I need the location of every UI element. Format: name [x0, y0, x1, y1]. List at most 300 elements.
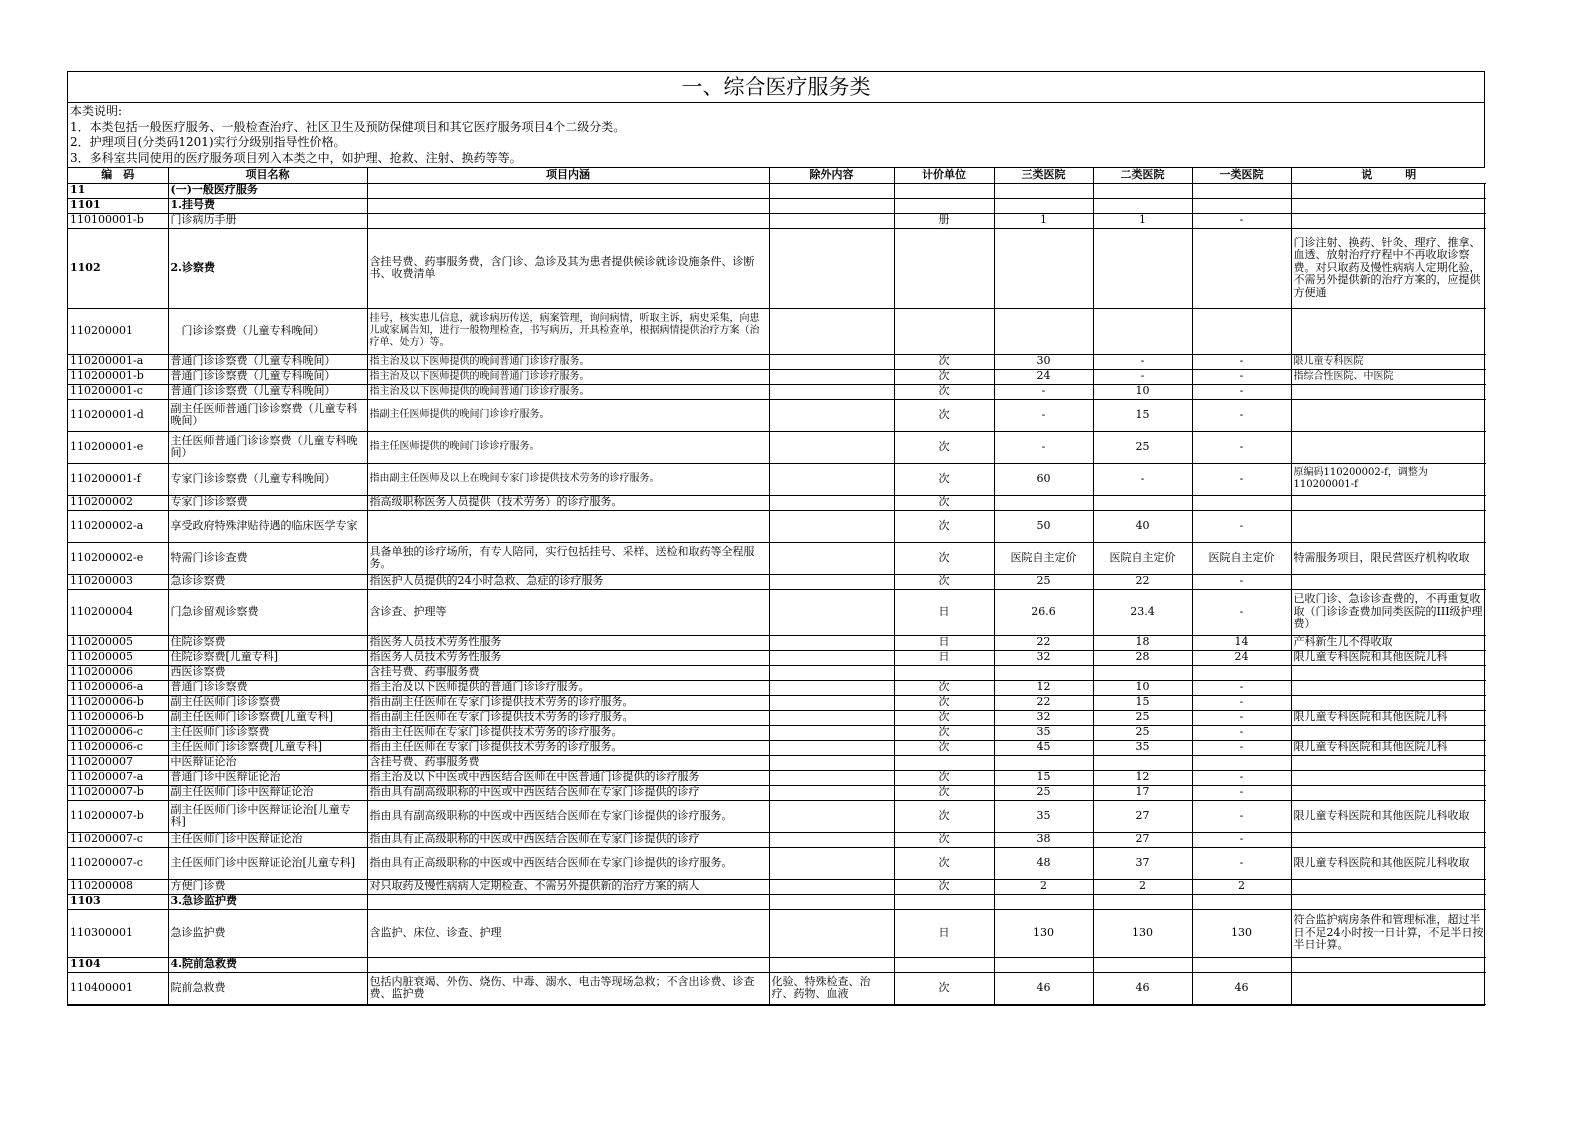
cell-unit: 次: [894, 695, 994, 710]
cell-price-class3: 24: [994, 369, 1093, 384]
cell-unit: 次: [894, 463, 994, 495]
cell-price-class2: 25: [1093, 710, 1192, 725]
cell-code: 110200007: [68, 755, 168, 770]
cell-price-class2: [1093, 495, 1192, 510]
table-row: [68, 542, 1486, 574]
cell-unit: 次: [894, 710, 994, 725]
cell-code: 1104: [68, 957, 168, 972]
cell-excluded: [769, 198, 894, 213]
table-row: [68, 574, 1486, 589]
cell-code: 110300001: [68, 909, 168, 957]
cell-price-class2: -: [1093, 463, 1192, 495]
cell-unit: 次: [894, 972, 994, 1004]
cell-price-class2: 23.4: [1093, 589, 1192, 635]
cell-excluded: [769, 308, 894, 354]
cell-excluded: [769, 665, 894, 680]
cell-price-class1: [1192, 755, 1291, 770]
price-sheet: [67, 71, 1485, 1006]
cell-price-class1: -: [1192, 369, 1291, 384]
cell-price-class3: -: [994, 431, 1093, 463]
cell-code: 110200002-a: [68, 510, 168, 542]
cell-note: [1291, 879, 1486, 894]
cell-item-name: 副主任医师普通门诊诊察费（儿童专科晚间）: [168, 399, 367, 431]
table-row: [68, 650, 1486, 665]
cell-item-content: 含挂号费、药事服务费: [367, 665, 769, 680]
table-row: [68, 589, 1486, 635]
cell-price-class2: 37: [1093, 847, 1192, 879]
cell-code: 110200001-e: [68, 431, 168, 463]
table-row: [68, 957, 1486, 972]
note-line: 3．多科室共同使用的医疗服务项目列入本类之中，如护理、抢救、注射、换药等等。: [70, 150, 522, 165]
cell-price-class1: -: [1192, 680, 1291, 695]
cell-item-name: 急诊诊察费: [168, 574, 367, 589]
cell-item-content: 具备单独的诊疗场所，有专人陪同，实行包括挂号、采样、送检和取药等全程服务。: [367, 542, 769, 574]
cell-excluded: [769, 785, 894, 800]
cell-price-class1: [1192, 495, 1291, 510]
cell-price-class3: 50: [994, 510, 1093, 542]
cell-excluded: [769, 650, 894, 665]
cell-note: [1291, 574, 1486, 589]
cell-price-class3: 26.6: [994, 589, 1093, 635]
cell-item-name: 门急诊留观诊察费: [168, 589, 367, 635]
table-row: [68, 431, 1486, 463]
cell-code: 110200007-c: [68, 847, 168, 879]
cell-price-class3: 12: [994, 680, 1093, 695]
cell-unit: 次: [894, 574, 994, 589]
cell-item-content: 指由副主任医师在专家门诊提供技术劳务的诊疗服务。: [367, 710, 769, 725]
cell-price-class3: [994, 495, 1093, 510]
cell-note: [1291, 399, 1486, 431]
category-notes: [68, 103, 1484, 168]
cell-unit: 次: [894, 785, 994, 800]
cell-item-content: 含挂号费、药事服务费，含门诊、急诊及其为患者提供候诊就诊设施条件、诊断书、收费清单: [367, 228, 769, 308]
cell-price-class2: 1: [1093, 213, 1192, 228]
cell-code: 110200001-c: [68, 384, 168, 399]
cell-unit: 次: [894, 680, 994, 695]
col-header-excluded: 除外内容: [769, 168, 894, 183]
cell-note: [1291, 198, 1486, 213]
cell-excluded: [769, 354, 894, 369]
cell-code: 110200008: [68, 879, 168, 894]
cell-note: [1291, 695, 1486, 710]
table-body: [68, 183, 1486, 1004]
table-row: [68, 308, 1486, 354]
cell-price-class2: [1093, 755, 1192, 770]
table-row: [68, 785, 1486, 800]
cell-price-class2: 12: [1093, 770, 1192, 785]
cell-code: 110200006-c: [68, 740, 168, 755]
cell-unit: [894, 665, 994, 680]
cell-price-class2: 25: [1093, 431, 1192, 463]
cell-item-name: 主任医师门诊诊察费[儿童专科]: [168, 740, 367, 755]
table-row: [68, 635, 1486, 650]
cell-code: 110200007-c: [68, 832, 168, 847]
table-row: [68, 879, 1486, 894]
cell-price-class1: -: [1192, 785, 1291, 800]
note-line: 2．护理项目(分类码1201)实行分级别指导性价格。: [70, 135, 346, 149]
cell-code: 11: [68, 183, 168, 198]
cell-price-class2: [1093, 665, 1192, 680]
cell-unit: 日: [894, 589, 994, 635]
cell-code: 110100001-b: [68, 213, 168, 228]
cell-price-class3: 1: [994, 213, 1093, 228]
cell-unit: [894, 228, 994, 308]
cell-price-class1: [1192, 894, 1291, 909]
cell-item-content: 含挂号费、药事服务费: [367, 755, 769, 770]
cell-item-content: [367, 957, 769, 972]
cell-excluded: [769, 832, 894, 847]
cell-item-content: 指主任医师提供的晚间门诊诊疗服务。: [367, 431, 769, 463]
cell-item-content: 指由副主任医师及以上在晚间专家门诊提供技术劳务的诊疗服务。: [367, 463, 769, 495]
cell-item-content: 指主治及以下中医或中西医结合医师在中医普通门诊提供的诊疗服务: [367, 770, 769, 785]
cell-price-class3: -: [994, 399, 1093, 431]
cell-price-class3: 38: [994, 832, 1093, 847]
cell-price-class1: [1192, 198, 1291, 213]
cell-price-class1: [1192, 183, 1291, 198]
cell-unit: 次: [894, 879, 994, 894]
cell-note: [1291, 725, 1486, 740]
cell-code: 1102: [68, 228, 168, 308]
cell-note: 特需服务项目，限民营医疗机构收取: [1291, 542, 1486, 574]
cell-price-class1: [1192, 308, 1291, 354]
cell-item-name: 住院诊察费: [168, 635, 367, 650]
cell-unit: 次: [894, 399, 994, 431]
cell-price-class3: [994, 957, 1093, 972]
cell-unit: 次: [894, 800, 994, 832]
cell-price-class2: -: [1093, 354, 1192, 369]
cell-price-class2: 46: [1093, 972, 1192, 1004]
cell-note: [1291, 785, 1486, 800]
cell-note: 限儿童专科医院和其他医院儿科收取: [1291, 800, 1486, 832]
cell-item-content: 指医护人员提供的24小时急救、急症的诊疗服务: [367, 574, 769, 589]
cell-item-content: 含诊查、护理等: [367, 589, 769, 635]
cell-item-name: 4.院前急救费: [168, 957, 367, 972]
cell-price-class1: 24: [1192, 650, 1291, 665]
cell-price-class1: -: [1192, 710, 1291, 725]
cell-unit: 次: [894, 725, 994, 740]
cell-price-class1: -: [1192, 354, 1291, 369]
cell-note: 符合监护病房条件和管理标准，超过半日不足24小时按一日计算，不足半日按半日计算。: [1291, 909, 1486, 957]
cell-item-content: 指由具有正高级职称的中医或中西医结合医师在专家门诊提供的诊疗服务。: [367, 847, 769, 879]
table-row: [68, 847, 1486, 879]
col-header-code: 编 码: [68, 168, 168, 183]
cell-excluded: [769, 574, 894, 589]
table-row: [68, 770, 1486, 785]
cell-item-name: 急诊监护费: [168, 909, 367, 957]
cell-unit: [894, 755, 994, 770]
col-header-note: 说 明: [1291, 168, 1486, 183]
note-line: 本类说明:: [70, 104, 123, 118]
cell-item-name: 中医辩证论治: [168, 755, 367, 770]
cell-excluded: [769, 770, 894, 785]
table-row: [68, 463, 1486, 495]
cell-price-class1: -: [1192, 399, 1291, 431]
cell-item-content: 挂号，核实患儿信息，就诊病历传送，病案管理，询问病情，听取主诉，病史采集，向患儿或家属告知，进行一般物理检查，书写病历，开具检查单，根据病情提供治疗方案（治疗单、处方）等。: [367, 308, 769, 354]
cell-item-content: [367, 198, 769, 213]
col-header-class3: 三类医院: [994, 168, 1093, 183]
cell-excluded: [769, 909, 894, 957]
cell-item-name: 享受政府特殊津贴待遇的临床医学专家: [168, 510, 367, 542]
cell-price-class1: -: [1192, 695, 1291, 710]
cell-price-class1: -: [1192, 740, 1291, 755]
cell-code: 110200001-b: [68, 369, 168, 384]
cell-item-content: 指主治及以下医师提供的晚间普通门诊诊疗服务。: [367, 384, 769, 399]
cell-item-content: 指主治及以下医师提供的晚间普通门诊诊疗服务。: [367, 369, 769, 384]
cell-item-content: 指由具有副高级职称的中医或中西医结合医师在专家门诊提供的诊疗服务。: [367, 800, 769, 832]
table-row: [68, 755, 1486, 770]
cell-price-class1: 130: [1192, 909, 1291, 957]
cell-price-class1: -: [1192, 770, 1291, 785]
cell-price-class2: 40: [1093, 510, 1192, 542]
cell-price-class2: 2: [1093, 879, 1192, 894]
cell-price-class1: -: [1192, 832, 1291, 847]
table-row: [68, 510, 1486, 542]
cell-excluded: [769, 228, 894, 308]
cell-item-content: 指主治及以下医师提供的普通门诊诊疗服务。: [367, 680, 769, 695]
cell-item-name: 主任医师门诊诊察费: [168, 725, 367, 740]
cell-unit: [894, 183, 994, 198]
cell-excluded: [769, 495, 894, 510]
cell-price-class3: 25: [994, 574, 1093, 589]
cell-item-content: 指副主任医师提供的晚间门诊诊疗服务。: [367, 399, 769, 431]
cell-item-name: 2.诊察费: [168, 228, 367, 308]
cell-item-name: 专家门诊诊察费（儿童专科晚间）: [168, 463, 367, 495]
cell-price-class3: 35: [994, 725, 1093, 740]
cell-code: 110200007-b: [68, 800, 168, 832]
cell-excluded: [769, 431, 894, 463]
cell-price-class3: [994, 894, 1093, 909]
table-row: [68, 725, 1486, 740]
cell-item-name: 普通门诊诊察费（儿童专科晚间）: [168, 354, 367, 369]
cell-item-name: 普通门诊中医辩证论治: [168, 770, 367, 785]
cell-price-class1: -: [1192, 431, 1291, 463]
cell-note: [1291, 510, 1486, 542]
cell-price-class2: 28: [1093, 650, 1192, 665]
cell-item-name: 主任医师门诊中医辩证论治: [168, 832, 367, 847]
table-row: [68, 354, 1486, 369]
cell-code: 110200006-a: [68, 680, 168, 695]
cell-excluded: [769, 384, 894, 399]
cell-price-class3: [994, 755, 1093, 770]
cell-price-class3: 46: [994, 972, 1093, 1004]
cell-price-class3: 22: [994, 635, 1093, 650]
cell-price-class1: [1192, 665, 1291, 680]
cell-note: 指综合性医院、中医院: [1291, 369, 1486, 384]
table-row: [68, 832, 1486, 847]
cell-note: [1291, 431, 1486, 463]
cell-note: 已收门诊、急诊诊查费的，不再重复收取（门诊诊查费加同类医院的III级护理费）: [1291, 589, 1486, 635]
cell-price-class2: 15: [1093, 399, 1192, 431]
cell-excluded: [769, 755, 894, 770]
cell-price-class3: 32: [994, 650, 1093, 665]
cell-price-class2: 130: [1093, 909, 1192, 957]
cell-item-name: 副主任医师门诊中医辩证论治: [168, 785, 367, 800]
cell-unit: 日: [894, 909, 994, 957]
cell-code: 110200005: [68, 635, 168, 650]
cell-price-class2: 27: [1093, 800, 1192, 832]
cell-code: 110200001-a: [68, 354, 168, 369]
cell-note: 限儿童专科医院: [1291, 354, 1486, 369]
cell-price-class3: 医院自主定价: [994, 542, 1093, 574]
cell-excluded: [769, 399, 894, 431]
cell-price-class2: 25: [1093, 725, 1192, 740]
cell-price-class2: 27: [1093, 832, 1192, 847]
cell-code: 110200006: [68, 665, 168, 680]
cell-price-class1: -: [1192, 574, 1291, 589]
cell-excluded: [769, 710, 894, 725]
cell-price-class1: -: [1192, 384, 1291, 399]
cell-item-content: 指主治及以下医师提供的晚间普通门诊诊疗服务。: [367, 354, 769, 369]
cell-unit: 次: [894, 510, 994, 542]
cell-price-class1: -: [1192, 800, 1291, 832]
cell-item-name: 院前急救费: [168, 972, 367, 1004]
cell-price-class3: [994, 183, 1093, 198]
cell-item-content: [367, 213, 769, 228]
cell-unit: 次: [894, 369, 994, 384]
cell-price-class3: 22: [994, 695, 1093, 710]
table-row: [68, 665, 1486, 680]
cell-price-class2: [1093, 894, 1192, 909]
cell-unit: 日: [894, 635, 994, 650]
cell-code: 110200006-b: [68, 695, 168, 710]
cell-price-class1: [1192, 228, 1291, 308]
cell-price-class2: [1093, 957, 1192, 972]
cell-unit: [894, 894, 994, 909]
cell-unit: 册: [894, 213, 994, 228]
cell-price-class3: 25: [994, 785, 1093, 800]
col-header-name: 项目名称: [168, 168, 367, 183]
table-row: [68, 740, 1486, 755]
table-row: [68, 680, 1486, 695]
table-row: [68, 198, 1486, 213]
cell-unit: 次: [894, 354, 994, 369]
cell-item-name: 主任医师普通门诊诊察费（儿童专科晚间）: [168, 431, 367, 463]
cell-unit: [894, 308, 994, 354]
cell-price-class1: [1192, 957, 1291, 972]
cell-price-class3: [994, 308, 1093, 354]
cell-item-content: 含监护、床位、诊查、护理: [367, 909, 769, 957]
cell-price-class2: [1093, 183, 1192, 198]
col-header-class1: 一类医院: [1192, 168, 1291, 183]
cell-unit: 次: [894, 770, 994, 785]
cell-item-content: [367, 183, 769, 198]
table-row: [68, 384, 1486, 399]
cell-price-class3: 48: [994, 847, 1093, 879]
cell-note: [1291, 957, 1486, 972]
cell-note: 产科新生儿不得收取: [1291, 635, 1486, 650]
table-row: [68, 495, 1486, 510]
cell-unit: 次: [894, 384, 994, 399]
cell-excluded: [769, 800, 894, 832]
cell-unit: 次: [894, 740, 994, 755]
cell-price-class2: 10: [1093, 384, 1192, 399]
cell-price-class1: -: [1192, 213, 1291, 228]
table-row: [68, 228, 1486, 308]
cell-note: 限儿童专科医院和其他医院儿科收取: [1291, 847, 1486, 879]
cell-code: 110200006-c: [68, 725, 168, 740]
cell-note: [1291, 894, 1486, 909]
cell-excluded: [769, 369, 894, 384]
cell-price-class2: 医院自主定价: [1093, 542, 1192, 574]
cell-note: [1291, 495, 1486, 510]
cell-unit: 次: [894, 542, 994, 574]
cell-price-class1: 医院自主定价: [1192, 542, 1291, 574]
cell-price-class3: 2: [994, 879, 1093, 894]
table-row: [68, 695, 1486, 710]
cell-code: 110200002-e: [68, 542, 168, 574]
cell-price-class1: -: [1192, 510, 1291, 542]
cell-excluded: [769, 957, 894, 972]
cell-price-class2: [1093, 198, 1192, 213]
cell-note: [1291, 213, 1486, 228]
table-row: [68, 710, 1486, 725]
cell-item-content: 包括内脏衰竭、外伤、烧伤、中毒、溺水、电击等现场急救；不含出诊费、诊查费、监护费: [367, 972, 769, 1004]
cell-price-class2: -: [1093, 369, 1192, 384]
cell-price-class2: 10: [1093, 680, 1192, 695]
cell-code: 110200005: [68, 650, 168, 665]
table-row: [68, 800, 1486, 832]
cell-price-class2: [1093, 228, 1192, 308]
price-table: [68, 168, 1486, 1005]
cell-code: 110200007-a: [68, 770, 168, 785]
note-line: 1．本类包括一般医疗服务、一般检查治疗、社区卫生及预防保健项目和其它医疗服务项目4个二级分类。: [70, 119, 626, 134]
cell-item-content: [367, 894, 769, 909]
cell-item-name: 门诊诊察费（儿童专科晚间）: [168, 308, 367, 354]
cell-item-name: 普通门诊诊察费（儿童专科晚间）: [168, 369, 367, 384]
table-row: [68, 183, 1486, 198]
cell-item-content: 指由主任医师在专家门诊提供技术劳务的诊疗服务。: [367, 740, 769, 755]
cell-note: 原编码110200002-f，调整为110200001-f: [1291, 463, 1486, 495]
table-row: [68, 972, 1486, 1004]
cell-excluded: [769, 510, 894, 542]
sheet-title: 一、综合医疗服务类: [68, 72, 1484, 103]
cell-excluded: [769, 740, 894, 755]
table-row: [68, 399, 1486, 431]
cell-note: [1291, 755, 1486, 770]
table-row: [68, 894, 1486, 909]
cell-price-class3: [994, 228, 1093, 308]
cell-excluded: [769, 879, 894, 894]
cell-price-class1: 2: [1192, 879, 1291, 894]
cell-item-content: [367, 510, 769, 542]
col-header-class2: 二类医院: [1093, 168, 1192, 183]
col-header-content: 项目内涵: [367, 168, 769, 183]
cell-price-class2: 15: [1093, 695, 1192, 710]
cell-unit: 次: [894, 847, 994, 879]
cell-excluded: [769, 894, 894, 909]
cell-note: 限儿童专科医院和其他医院儿科: [1291, 650, 1486, 665]
cell-price-class1: -: [1192, 589, 1291, 635]
cell-price-class2: [1093, 308, 1192, 354]
cell-code: 1101: [68, 198, 168, 213]
cell-excluded: [769, 183, 894, 198]
cell-unit: 次: [894, 832, 994, 847]
cell-item-content: 指由副主任医师在专家门诊提供技术劳务的诊疗服务。: [367, 695, 769, 710]
cell-item-name: 1.挂号费: [168, 198, 367, 213]
cell-code: 110200001-f: [68, 463, 168, 495]
cell-price-class3: 30: [994, 354, 1093, 369]
cell-price-class1: -: [1192, 463, 1291, 495]
cell-item-name: 专家门诊诊察费: [168, 495, 367, 510]
cell-price-class3: [994, 198, 1093, 213]
cell-code: 110400001: [68, 972, 168, 1004]
table-row: [68, 369, 1486, 384]
cell-price-class1: 46: [1192, 972, 1291, 1004]
cell-item-name: 副主任医师门诊诊察费[儿童专科]: [168, 710, 367, 725]
cell-item-content: 指由具有正高级职称的中医或中西医结合医师在专家门诊提供的诊疗: [367, 832, 769, 847]
cell-price-class3: 60: [994, 463, 1093, 495]
cell-note: 限儿童专科医院和其他医院儿科: [1291, 710, 1486, 725]
